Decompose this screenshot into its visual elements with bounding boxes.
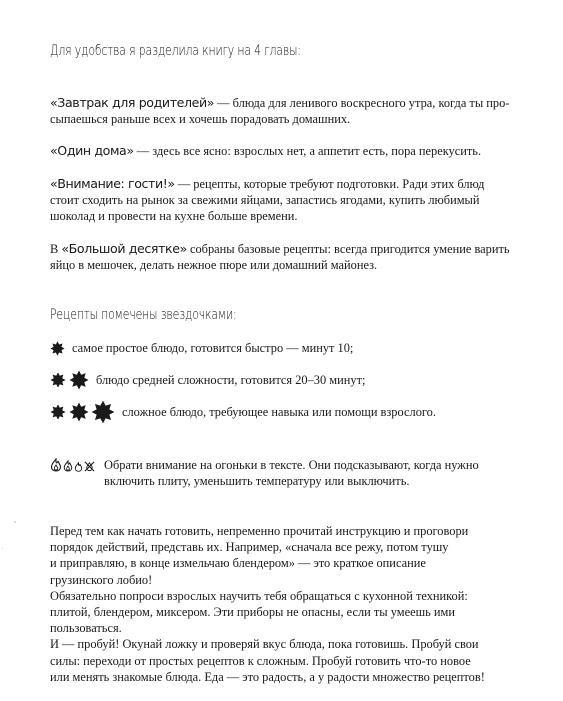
chapter-title: «Один дома» <box>50 143 134 158</box>
flame-tip <box>50 457 544 489</box>
flame-icon <box>50 458 62 472</box>
star-icon <box>91 400 115 424</box>
chapter-title: «Завтрак для родителей» <box>50 95 215 110</box>
chapter-description-big-ten: В «Большой десятке» собраны базовые рецепты: всегда пригодится умение варить яйцо в мешочек, делать нежное пюре или домашний майонез. <box>50 241 510 273</box>
difficulty-hard <box>50 400 436 424</box>
difficulty-label: самое простое блюдо, готовится быстро — минут 10; <box>72 341 354 355</box>
flame-tip-text: Обрати внимание на огоньки в тексте. Они подсказывают, когда нужно включить плиту, уменьшить температуру или выключить. <box>104 458 479 489</box>
star-icon <box>50 341 65 356</box>
decorative-speck <box>14 521 16 523</box>
star-icon <box>50 372 66 388</box>
difficulty-easy <box>50 340 353 356</box>
difficulty-stars <box>50 341 65 356</box>
cooking-advice: Перед тем как начать готовить, непременно прочитай инструкцию и проговори порядок действий, представь их. Например, «сначала все режу, потом тушу и приправляю, в конце измельчаю блендером» — это краткое описание грузинского лобио! Обязательно попроси взрослых научить тебя обращаться с кухонной техникой: плитой, блендером, миксером. Эти приборы не опасны, если ты умеешь ими пользоваться. И — пробуй! Окунай ложку и проверяй вкус блюда, пока готовишь. Пробуй свои силы: переходи от простых рецептов к сложным. Пробуй готовить что-то новое или менять знакомые блюда. Еда — это радость, а у радости множество рецептов! <box>50 524 485 684</box>
chapter-description-guests: «Внимание: гости!» — рецепты, которые требуют подготовки. Ради этих блюд стоит сходить на рынок за свежими яйцами, запастись ягодами, купить любимый шоколад и провести на кухне больше времени. <box>50 176 485 224</box>
flame-icon <box>74 462 83 472</box>
chapter-description-breakfast: «Завтрак для родителей» — блюда для ленивого воскресного утра, когда ты про- сыпаешься раньше всех и хочешь порадовать домашних. <box>50 95 510 127</box>
chapter-title: «Большой десятке» <box>61 241 187 256</box>
flame-icon <box>63 460 73 472</box>
star-icon <box>69 370 89 390</box>
flame-icons <box>50 458 96 472</box>
difficulty-label: сложное блюдо, требующее навыка или помощи взрослого. <box>122 404 436 419</box>
chapters-heading: Для удобства я разделила книгу на 4 главы: <box>50 43 301 59</box>
flame-off-icon <box>84 461 95 472</box>
chapter-description-home-alone: «Один дома» — здесь все ясно: взрослых нет, а аппетит есть, пора перекусить. <box>50 143 482 158</box>
chapter-title: «Внимание: гости!» <box>50 176 175 191</box>
star-icon <box>50 404 66 420</box>
difficulty-stars <box>50 370 89 390</box>
stars-heading: Рецепты помечены звездочками: <box>50 307 237 323</box>
star-icon <box>69 402 89 422</box>
difficulty-medium <box>50 370 365 390</box>
decorative-speck <box>2 548 3 549</box>
difficulty-label: блюдо средней сложности, готовится 20–30 минут; <box>96 372 366 387</box>
difficulty-stars <box>50 400 115 424</box>
